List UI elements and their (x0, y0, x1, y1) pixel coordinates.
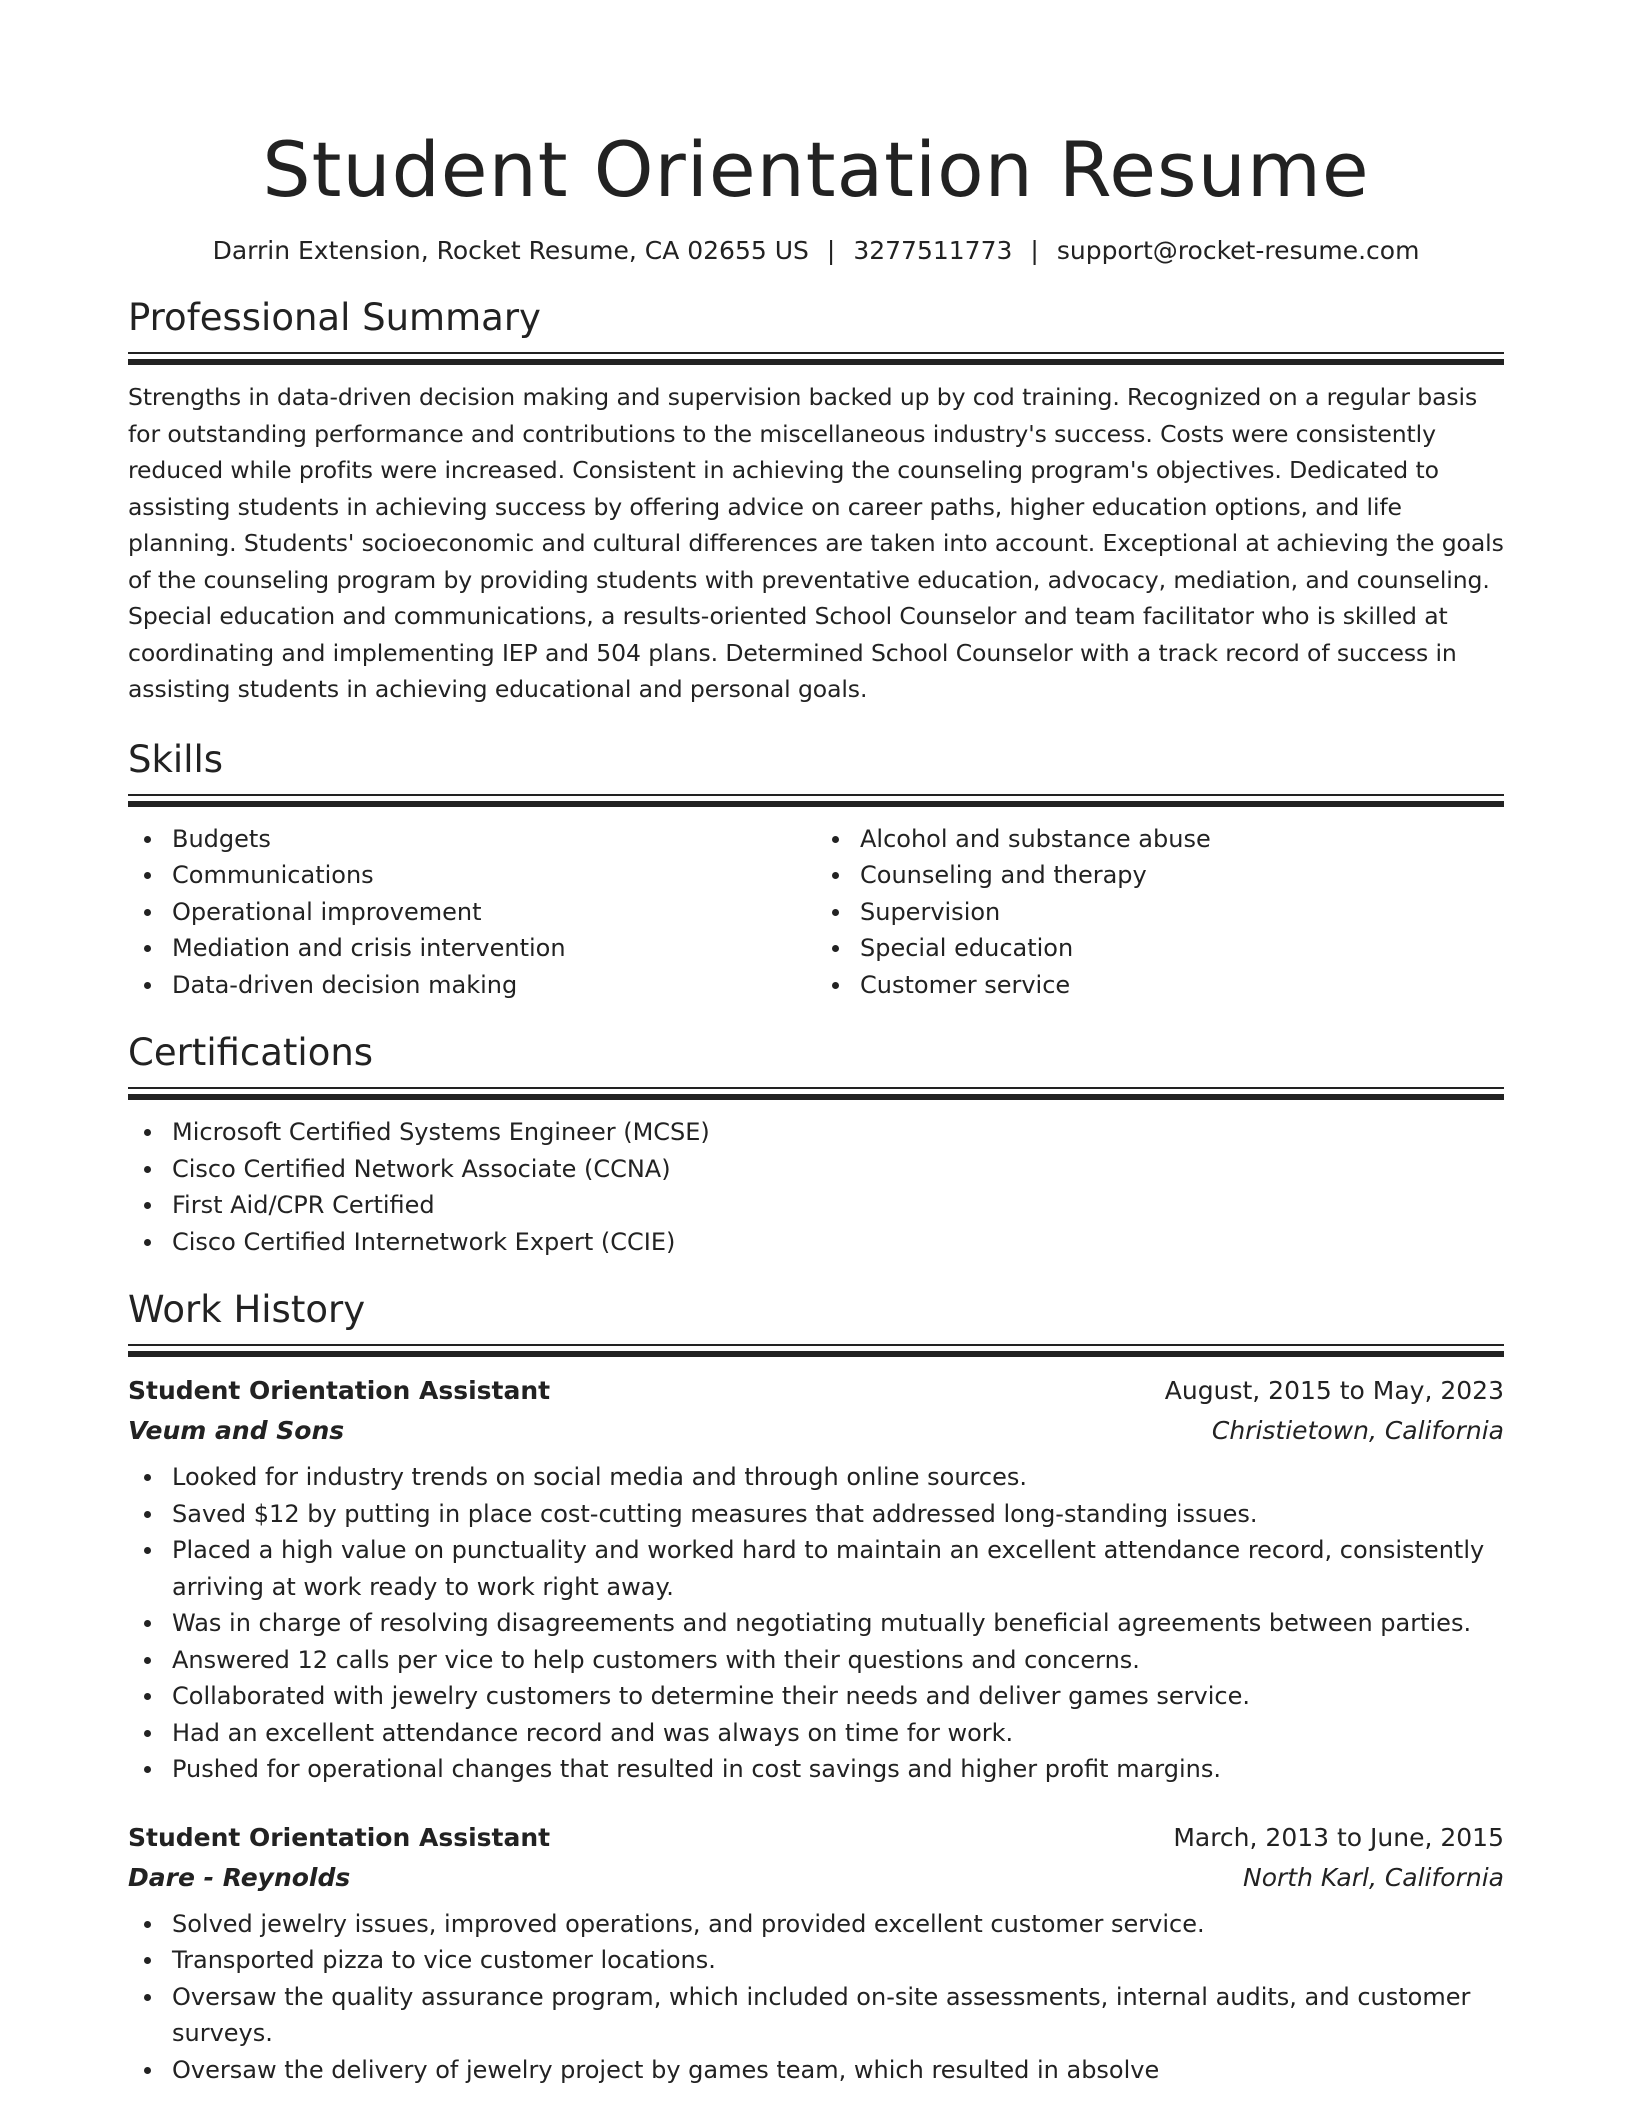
skill-item: Alcohol and substance abuse (860, 821, 1504, 858)
job-bullet: Oversaw the quality assurance program, which included on-site assessments, internal audits, and customer surveys. (172, 1979, 1504, 2052)
section-divider-thick (128, 1094, 1504, 1100)
job-bullet: Had an excellent attendance record and was always on time for work. (172, 1715, 1504, 1752)
section-title-skills: Skills (128, 737, 224, 781)
job-bullet: Saved $12 by putting in place cost-cutting measures that addressed long-standing issues. (172, 1496, 1504, 1533)
skill-item: Budgets (172, 821, 816, 858)
job-company: Dare - Reynolds (128, 1862, 351, 1892)
skill-item: Mediation and crisis intervention (172, 930, 816, 967)
job-entry (128, 1818, 1504, 2089)
skills-section (128, 736, 1504, 1004)
section-divider (128, 1087, 1504, 1089)
job-company: Veum and Sons (128, 1416, 345, 1445)
job-subheader (128, 1858, 1504, 1898)
section-title-work-history: Work History (128, 1288, 366, 1331)
job-header (128, 1818, 1504, 1858)
job-bullet: Looked for industry trends on social media and through online sources. (172, 1459, 1504, 1496)
job-dates: March, 2013 to June, 2015 (1173, 1822, 1504, 1852)
skill-item: Communications (172, 857, 816, 894)
skills-list-right (816, 821, 1504, 1004)
certification-item: Cisco Certified Network Associate (CCNA) (172, 1151, 1504, 1188)
summary-text: Strengths in data-driven decision making and supervision backed up by cod training. Recognized on a regular basis for outstanding performance and contributions to the miscellaneous industry's success. Costs were consistently reduced while profits were increased. Consistent in achieving the counseling program's objectives. Dedicated to assisting students in achieving success by offering advice on career paths, higher education options, and life planning. Students' socioeconomic and cultural differences are taken into account. Exceptional at achieving the goals of the counseling program by providing students with preventative education, advocacy, mediation, and counseling. Special education and communications, a results-oriented School Counselor and team facilitator who is skilled at coordinating and implementing IEP and 504 plans. Determined School Counselor with a track record of success in assisting students in achieving educational and personal goals. (128, 383, 1504, 703)
skill-item: Customer service (860, 967, 1504, 1004)
job-dates: August, 2015 to May, 2023 (1164, 1376, 1504, 1405)
certifications-section (128, 1029, 1504, 1260)
section-divider-thick (128, 359, 1504, 365)
contact-line (128, 234, 1504, 268)
contact-email: support@rocket-resume.com (1056, 236, 1420, 265)
job-bullet-list (128, 1906, 1504, 2089)
section-divider (128, 794, 1504, 796)
job-bullet: Collaborated with jewelry customers to determine their needs and deliver games service. (172, 1678, 1504, 1715)
section-divider (128, 352, 1504, 354)
job-bullet: Oversaw the delivery of jewelry project by games team, which resulted in absolve (172, 2052, 1504, 2089)
section-divider-thick (128, 1351, 1504, 1357)
contact-address: Darrin Extension, Rocket Resume, CA 02655 US (212, 236, 809, 265)
certification-item: Microsoft Certified Systems Engineer (MCSE) (172, 1114, 1504, 1151)
skill-item: Counseling and therapy (860, 857, 1504, 894)
job-bullet: Solved jewelry issues, improved operations, and provided excellent customer service. (172, 1906, 1504, 1943)
resume-page (128, 0, 1504, 2088)
contact-separator: | (826, 236, 836, 265)
certifications-list (128, 1114, 1504, 1260)
section-title-summary: Professional Summary (128, 296, 541, 339)
skill-item: Special education (860, 930, 1504, 967)
job-bullet: Answered 12 calls per vice to help customers with their questions and concerns. (172, 1642, 1504, 1679)
job-bullet-list (128, 1459, 1504, 1788)
job-header (128, 1371, 1504, 1411)
skills-list-left (128, 821, 816, 1004)
skill-item: Operational improvement (172, 894, 816, 931)
skill-item: Supervision (860, 894, 1504, 931)
certification-item: First Aid/CPR Certified (172, 1187, 1504, 1224)
certification-item: Cisco Certified Internetwork Expert (CCIE) (172, 1224, 1504, 1261)
skills-grid (128, 821, 1504, 1004)
job-subheader (128, 1411, 1504, 1451)
skill-item: Data-driven decision making (172, 967, 816, 1004)
job-title: Student Orientation Assistant (128, 1822, 551, 1852)
section-divider-thick (128, 801, 1504, 807)
job-entry (128, 1371, 1504, 1788)
work-history-section (128, 1286, 1504, 2088)
job-bullet: Transported pizza to vice customer locations. (172, 1942, 1504, 1979)
job-bullet: Placed a high value on punctuality and worked hard to maintain an excellent attendance record, consistently arriving at work ready to work right away. (172, 1532, 1504, 1605)
resume-title: Student Orientation Resume (262, 125, 1370, 214)
job-title: Student Orientation Assistant (128, 1376, 551, 1405)
job-bullet: Pushed for operational changes that resulted in cost savings and higher profit margins. (172, 1751, 1504, 1788)
job-location: Christietown, California (1211, 1416, 1504, 1445)
job-bullet: Was in charge of resolving disagreements and negotiating mutually beneficial agreements between parties. (172, 1605, 1504, 1642)
contact-phone: 3277511773 (853, 236, 1013, 265)
job-location: North Karl, California (1243, 1862, 1504, 1892)
section-divider (128, 1344, 1504, 1346)
summary-section (128, 294, 1504, 708)
section-title-certifications: Certifications (128, 1031, 374, 1074)
contact-separator: | (1030, 236, 1039, 265)
